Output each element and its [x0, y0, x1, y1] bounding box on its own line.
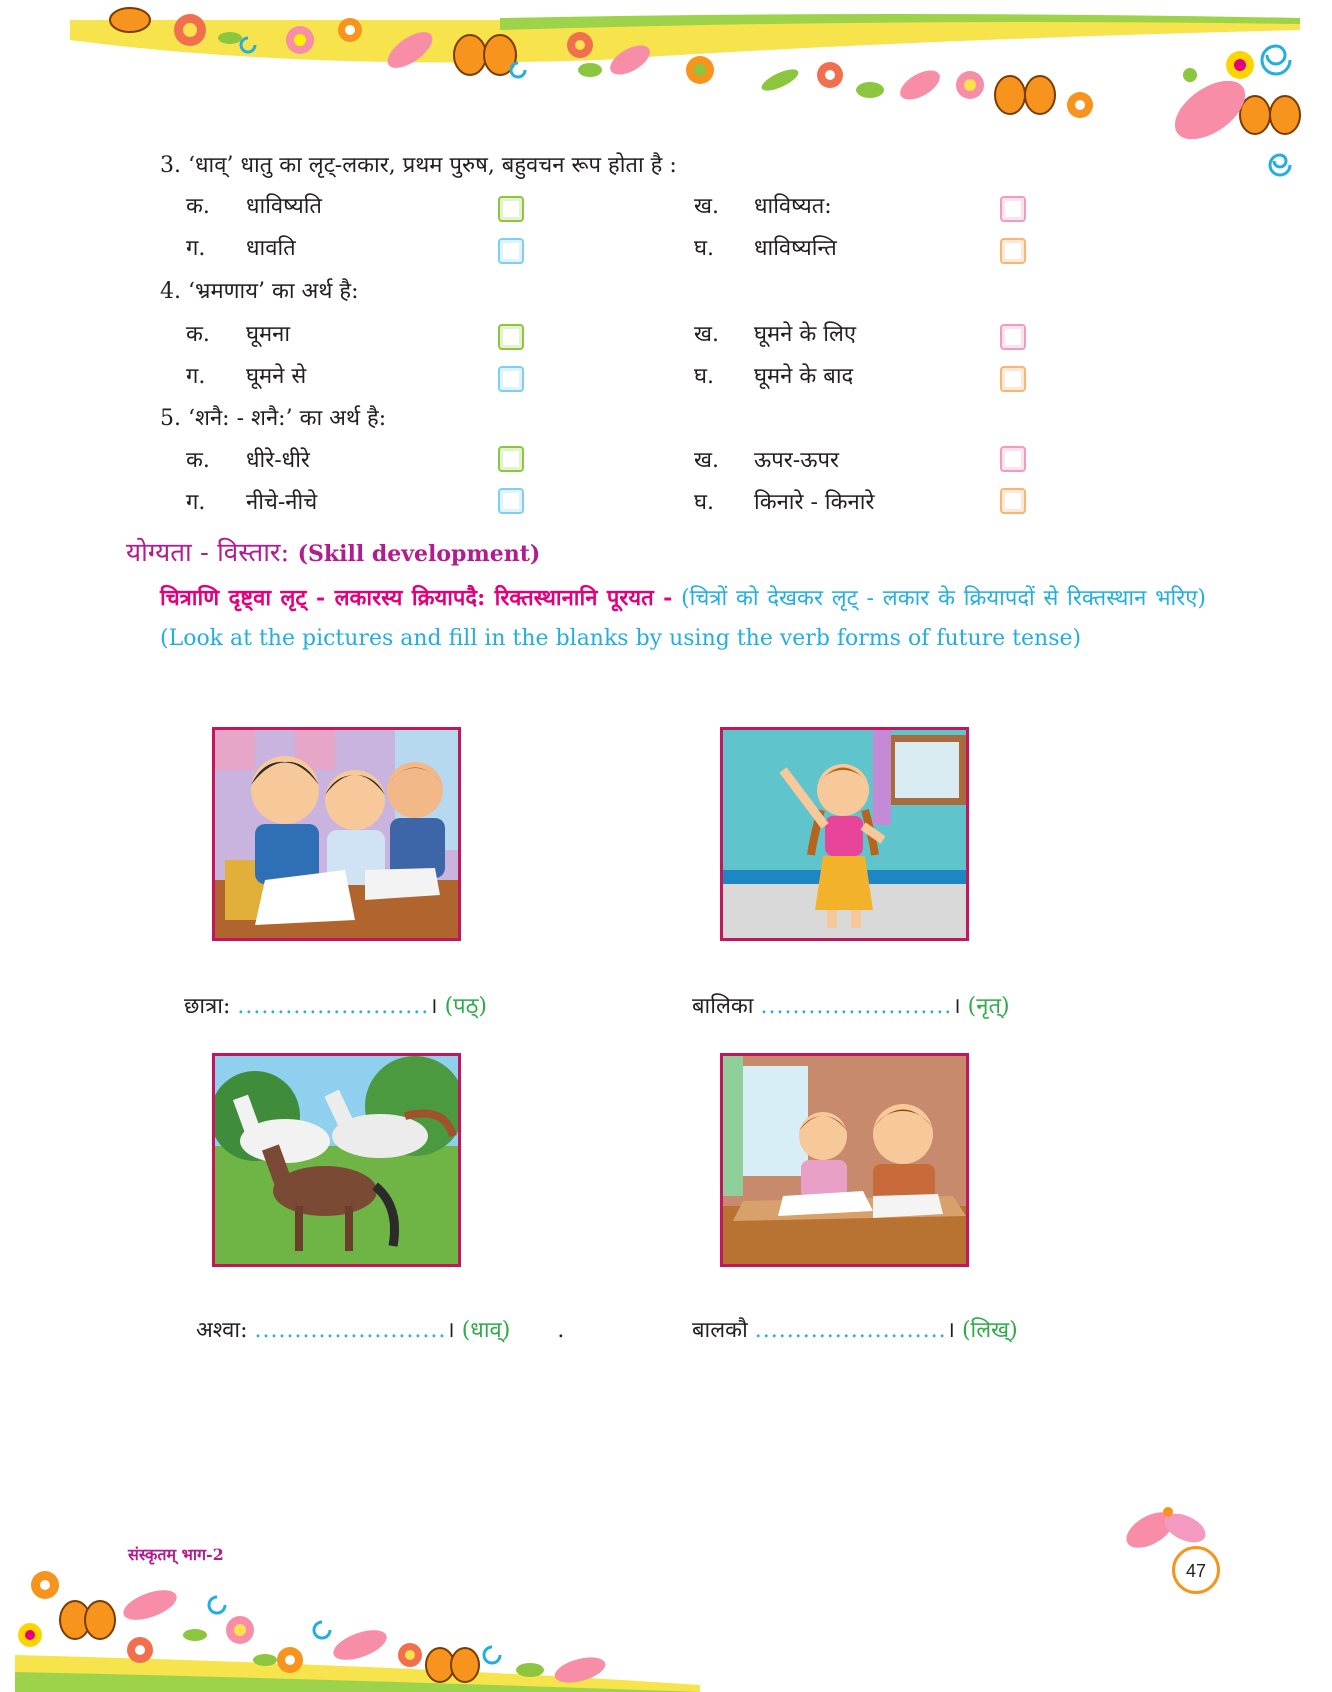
skill-instruction — [160, 578, 1206, 659]
option-ka — [186, 324, 290, 346]
option-letter: ग. — [186, 364, 206, 389]
skill-section-heading — [126, 533, 540, 569]
option-letter: घ. — [694, 490, 714, 515]
answer-checkbox[interactable] — [498, 488, 524, 514]
blank-space[interactable]: ........................ — [754, 1318, 947, 1343]
option-text: नीचे-नीचे — [246, 490, 318, 515]
answer-checkbox[interactable] — [1000, 488, 1026, 514]
option-text: धावति — [246, 236, 296, 261]
question-text: ‘धाव्’ धातु का लृट्-लकार, प्रथम पुरुष, बहुवचन रूप होता है : — [188, 153, 677, 178]
option-text: घूमने के लिए — [754, 322, 857, 347]
page-number: 47 — [1172, 1546, 1220, 1594]
option-ka — [186, 196, 322, 218]
subject-word: छात्रा: — [184, 994, 231, 1019]
question-5 — [160, 408, 386, 430]
instruction-hindi: (चित्रों को देखकर लृट् - लकार के क्रियापदों से रिक्तस्थान भरिए) — [681, 586, 1207, 611]
option-letter: ख. — [694, 448, 719, 473]
option-letter: क. — [186, 194, 210, 219]
option-kha — [694, 324, 856, 346]
verb-hint: (नृत्) — [967, 994, 1010, 1019]
answer-checkbox[interactable] — [1000, 196, 1026, 222]
option-text: धाविष्यति — [246, 194, 322, 219]
heading-english: (Skill development) — [297, 541, 541, 567]
answer-checkbox[interactable] — [1000, 446, 1026, 472]
heading-sanskrit: योग्यता - विस्तार: — [126, 538, 290, 568]
verb-hint: (लिख्) — [961, 1318, 1018, 1343]
picture-boys-writing — [720, 1053, 969, 1267]
verb-hint: (धाव्) — [461, 1318, 511, 1343]
fill-blank-4 — [692, 1320, 1018, 1342]
option-text: घूमने के बाद — [754, 364, 854, 389]
option-letter: ग. — [186, 236, 206, 261]
question-3 — [160, 155, 677, 177]
option-ka — [186, 450, 310, 472]
answer-checkbox[interactable] — [498, 324, 524, 350]
fill-blank-2 — [692, 996, 1010, 1018]
subject-word: बालकौ — [692, 1318, 748, 1343]
option-letter: ख. — [694, 194, 719, 219]
option-letter: क. — [186, 322, 210, 347]
subject-word: बालिका — [692, 994, 754, 1019]
picture-students-reading — [212, 727, 461, 941]
answer-checkbox[interactable] — [498, 446, 524, 472]
picture-horses-running — [212, 1053, 461, 1267]
option-kha — [694, 450, 839, 472]
fill-blank-1 — [184, 996, 487, 1018]
danda: । — [429, 994, 438, 1019]
question-number: 5. — [160, 406, 181, 431]
blank-space[interactable]: ........................ — [254, 1318, 447, 1343]
subject-word: अश्वा: — [196, 1318, 248, 1343]
option-letter: क. — [186, 448, 210, 473]
fill-blank-3 — [196, 1320, 564, 1342]
option-gha — [694, 366, 853, 388]
option-text: धाविष्यत: — [754, 194, 832, 219]
option-gha — [694, 238, 837, 260]
option-gha — [694, 492, 874, 514]
blank-space[interactable]: ........................ — [237, 994, 430, 1019]
option-letter: घ. — [694, 364, 714, 389]
option-text: धाविष्यन्ति — [754, 236, 837, 261]
option-ga — [186, 492, 317, 514]
instruction-english: (Look at the pictures and fill in the blanks by using the verb forms of future tense) — [160, 626, 1082, 651]
option-text: ऊपर-ऊपर — [754, 448, 839, 473]
danda: । — [952, 994, 961, 1019]
option-text: धीरे-धीरे — [246, 448, 310, 473]
picture-girl-dancing — [720, 727, 969, 941]
question-number: 3. — [160, 153, 181, 178]
option-ga — [186, 238, 296, 260]
stray-dot: . — [557, 1318, 565, 1343]
answer-checkbox[interactable] — [1000, 366, 1026, 392]
option-kha — [694, 196, 832, 218]
option-text: घूमना — [246, 322, 291, 347]
answer-checkbox[interactable] — [498, 366, 524, 392]
instruction-sanskrit: चित्राणि दृष्ट्वा लृट् - लकारस्य क्रियापदै: रिक्तस्थानानि पूरयत - — [160, 585, 673, 611]
danda: । — [946, 1318, 955, 1343]
option-letter: घ. — [694, 236, 714, 261]
danda: । — [446, 1318, 455, 1343]
bottom-decorative-border — [0, 1560, 1332, 1692]
option-text: घूमने से — [246, 364, 307, 389]
question-number: 4. — [160, 279, 181, 304]
question-text: ‘भ्रमणाय’ का अर्थ है: — [188, 279, 359, 304]
verb-hint: (पठ्) — [444, 994, 488, 1019]
option-letter: ग. — [186, 490, 206, 515]
answer-checkbox[interactable] — [498, 238, 524, 264]
blank-space[interactable]: ........................ — [760, 994, 953, 1019]
book-title: संस्कृतम् भाग-2 — [128, 1545, 224, 1564]
answer-checkbox[interactable] — [498, 196, 524, 222]
option-ga — [186, 366, 306, 388]
question-4 — [160, 281, 359, 303]
answer-checkbox[interactable] — [1000, 324, 1026, 350]
option-letter: ख. — [694, 322, 719, 347]
question-text: ‘शनै: - शनै:’ का अर्थ है: — [188, 406, 387, 431]
option-text: किनारे - किनारे — [754, 490, 875, 515]
answer-checkbox[interactable] — [1000, 238, 1026, 264]
